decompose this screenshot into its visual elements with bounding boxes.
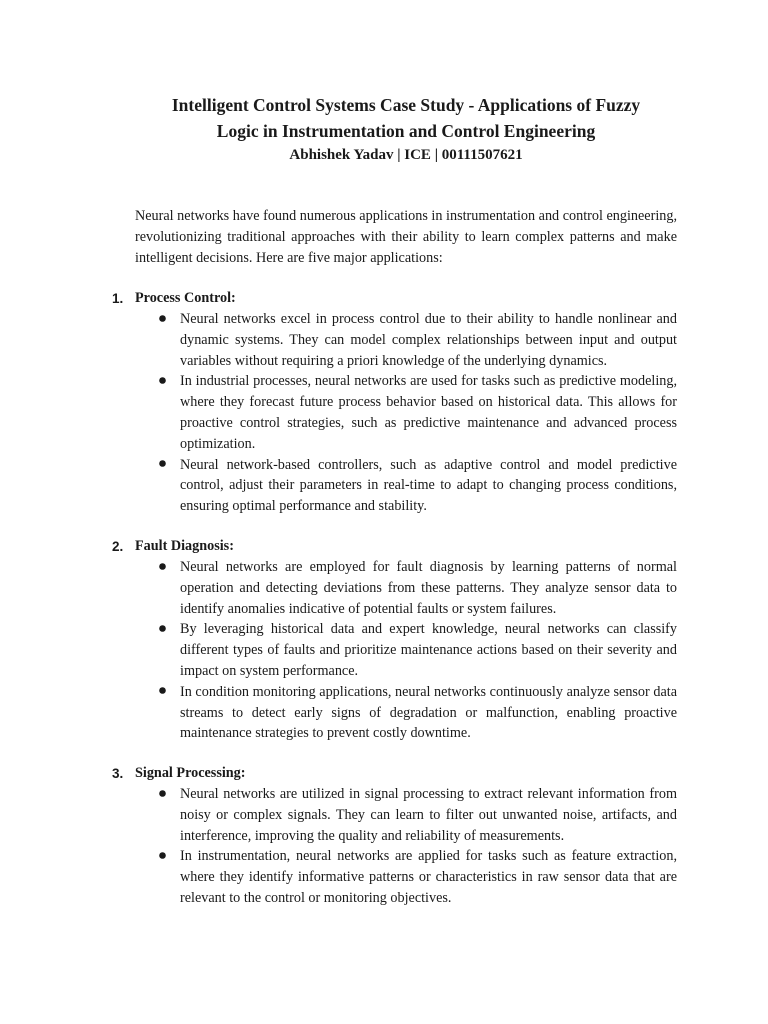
bullet-text: Neural network-based controllers, such as adaptive control and model predictive control, adjust their parameters in real-time to adapt to changing process conditions, ensuring optimal performance and stability. (180, 456, 677, 515)
intro-paragraph: Neural networks have found numerous applications in instrumentation and control engineering, revolutionizing traditional approaches with their ability to learn complex patterns and make intelligent decisions. Here are five major applications: (135, 208, 677, 266)
list-item (180, 846, 677, 908)
bullet-icon (159, 784, 166, 805)
section-heading (0, 536, 768, 557)
section-number: 1. (112, 291, 124, 306)
list-item (180, 784, 677, 846)
section-title: Signal Processing: (135, 765, 246, 781)
bullet-icon (159, 619, 166, 640)
title-line-1: Intelligent Control Systems Case Study - Applications of Fuzzy (171, 95, 641, 115)
section-signal-processing (0, 763, 768, 909)
bullet-icon (159, 557, 166, 578)
title-line-2: Logic in Instrumentation and Control Engineering (216, 121, 596, 141)
list-item (180, 619, 677, 681)
bullet-icon (159, 682, 166, 703)
bullet-icon (159, 371, 166, 392)
section-fault-diagnosis (0, 536, 768, 744)
bullet-list (0, 784, 768, 909)
list-item (180, 371, 677, 454)
bullet-text: Neural networks are utilized in signal processing to extract relevant information from noisy or complex signals. They can learn to filter out unwanted noise, artifacts, and interference, improving the quality and reliability of measurements. (180, 786, 677, 844)
bullet-icon (159, 309, 166, 330)
list-item (180, 455, 677, 517)
bullet-icon (159, 455, 166, 476)
bullet-text: By leveraging historical data and expert knowledge, neural networks can classify different types of faults and prioritize maintenance actions based on their severity and impact on system performance. (180, 621, 677, 679)
bullet-text: In industrial processes, neural networks are used for tasks such as predictive modeling, where they forecast future process behavior based on historical data. This allows for proactive control strategies, such as predictive maintenance and advanced process optimization. (180, 373, 677, 452)
list-item (180, 682, 677, 744)
document-title (100, 92, 712, 144)
section-title: Process Control: (135, 290, 236, 306)
bullet-icon (159, 846, 166, 867)
author-line: Abhishek Yadav | ICE | 00111507621 (289, 147, 523, 163)
section-number: 3. (112, 766, 124, 781)
bullet-list (0, 557, 768, 744)
section-process-control (0, 288, 768, 517)
bullet-text: In instrumentation, neural networks are applied for tasks such as feature extraction, where they identify informative patterns or characteristics in raw sensor data that are relevant to the control or monitoring objectives. (180, 848, 677, 906)
bullet-text: In condition monitoring applications, neural networks continuously analyze sensor data streams to detect early signs of degradation or malfunction, enabling proactive maintenance strategies to prevent costly downtime. (180, 683, 677, 742)
section-number: 2. (112, 539, 124, 554)
section-heading (0, 763, 768, 784)
section-heading (0, 288, 768, 309)
list-item (180, 309, 677, 371)
bullet-text: Neural networks are employed for fault diagnosis by learning patterns of normal operation and detecting deviations from these patterns. They analyze sensor data to identify anomalies indicative of potential faults or system failures. (180, 559, 677, 617)
bullet-list (0, 309, 768, 517)
list-item (180, 557, 677, 619)
bullet-text: Neural networks excel in process control due to their ability to handle nonlinear and dynamic systems. They can model complex relationships between input and output variables without requiring a priori knowledge of the underlying dynamics. (180, 311, 677, 369)
section-title: Fault Diagnosis: (135, 538, 234, 554)
